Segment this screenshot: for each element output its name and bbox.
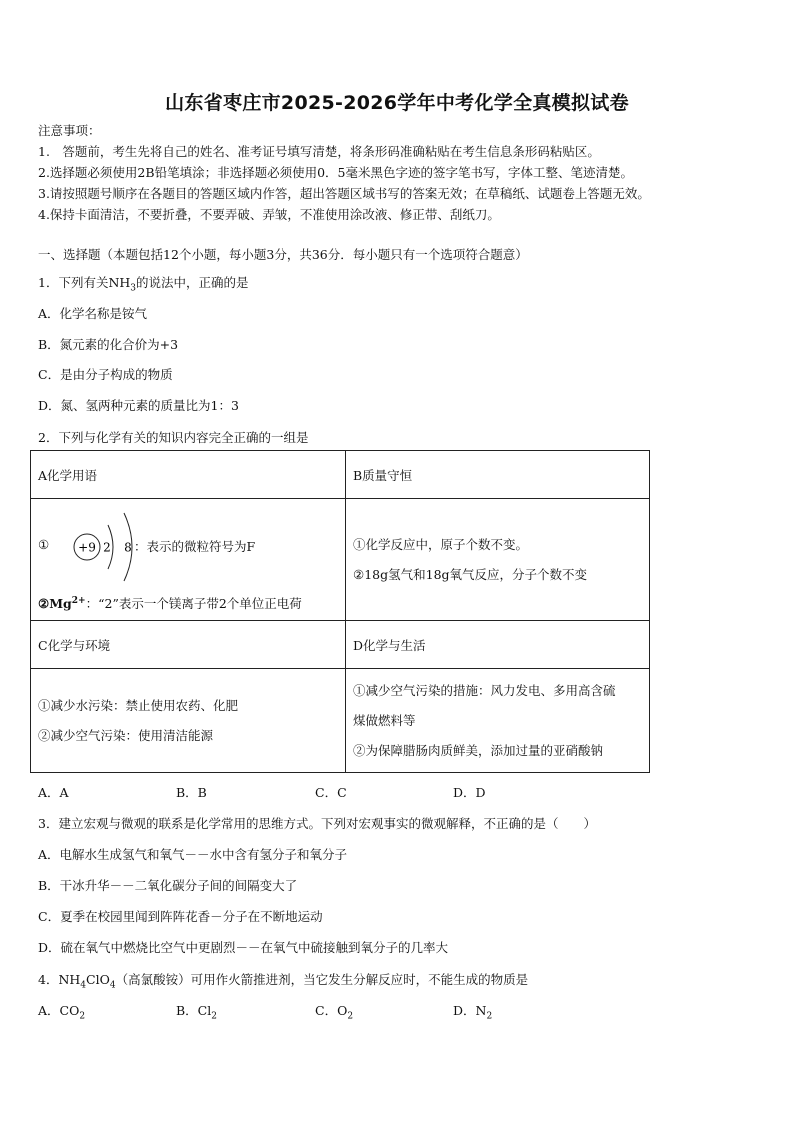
cell-d-line-3: ②为保障腊肠肉质鲜美，添加过量的亚硝酸钠	[353, 742, 604, 758]
atom-statement: ：表示的微粒符号为F	[134, 538, 256, 554]
question-1-option-c: C．是由分子构成的物质	[38, 367, 173, 382]
shell-2-electrons: 8	[124, 540, 132, 555]
cell-c-heading: C化学与环境	[31, 621, 346, 669]
exam-title: 山东省枣庄市2025-2026学年中考化学全真模拟试卷	[165, 92, 629, 114]
cell-a-content	[31, 499, 346, 621]
question-4-option-c: C．$O_2$	[315, 1003, 354, 1022]
note-item-2: 2.选择题必须使用2B铅笔填涂；非选择题必须使用0．5毫米黑色字迹的签字笔书写，字体工整、笔迹清楚。	[38, 165, 633, 180]
question-3-option-d: D．硫在氧气中燃烧比空气中更剧烈－－在氧气中硫接触到氧分子的几率大	[38, 940, 449, 955]
question-4-option-b: B．$Cl_2$	[176, 1003, 217, 1022]
question-2-stem: 2．下列与化学有关的知识内容完全正确的一组是	[38, 430, 309, 445]
cell-c-line-2: ②减少空气污染：使用清洁能源	[38, 727, 214, 743]
cell-b-heading: B质量守恒	[346, 451, 650, 499]
question-2-option-b: B．B	[176, 785, 207, 800]
note-item-4: 4.保持卡面清洁，不要折叠，不要弄破、弄皱，不准使用涂改液、修正带、刮纸刀。	[38, 207, 500, 222]
question-4-option-d: D．$N_2$	[453, 1003, 493, 1022]
item-marker: ①	[38, 536, 50, 552]
question-3-option-c: C．夏季在校园里闻到阵阵花香－分子在不断地运动	[38, 909, 323, 924]
cell-c-content	[31, 669, 346, 773]
cell-c-line-1: ①减少水污染：禁止使用农药、化肥	[38, 697, 239, 713]
cell-d-content	[346, 669, 650, 773]
note-item-3: 3.请按照题号顺序在各题目的答题区域内作答，超出答题区域书写的答案无效；在草稿纸、试题卷上答题无效。	[38, 186, 650, 201]
ion-statement: $②Mg^{2+}$：“2”表示一个镁离子带2个单位正电荷	[38, 595, 302, 612]
question-2-option-a: A．A	[38, 785, 69, 800]
atom-structure-line	[38, 503, 338, 589]
question-1-option-a: A．化学名称是铵气	[38, 306, 148, 321]
question-3-option-b: B．干冰升华－－二氧化碳分子间的间隔变大了	[38, 878, 298, 893]
knowledge-table	[30, 450, 650, 773]
note-item-1: 1. 答题前，考生先将自己的姓名、准考证号填写清楚，将条形码准确粘贴在考生信息条形码粘贴区。	[38, 144, 600, 159]
question-2-option-d: D．D	[453, 785, 486, 800]
cell-d-line-2: 煤做燃料等	[353, 712, 416, 728]
question-4-option-a: A．$CO_2$	[38, 1003, 86, 1022]
question-3-option-a: A．电解水生成氢气和氧气－－水中含有氢分子和氧分子	[38, 847, 348, 862]
atom-structure-diagram	[62, 505, 142, 589]
cell-a-heading: A化学用语	[31, 451, 346, 499]
question-3-stem: 3．建立宏观与微观的联系是化学常用的思维方式。下列对宏观事实的微观解释，不正确的是（ ）	[38, 816, 596, 831]
cell-b-line-1: ①化学反应中，原子个数不变。	[353, 536, 529, 552]
cell-b-content	[346, 499, 650, 621]
nucleus-charge: +9	[78, 540, 96, 555]
question-1-stem: 1．下列有关$NH_3$的说法中，正确的是	[38, 275, 249, 294]
question-1-option-d: D．氮、氢两种元素的质量比为1：3	[38, 398, 239, 413]
question-1-option-b: B．氮元素的化合价为+3	[38, 337, 179, 352]
question-4-stem: 4．$NH_4ClO_4$（高氯酸铵）可用作火箭推进剂，当它发生分解反应时，不能生成的物质是	[38, 972, 529, 991]
section-heading: 一、选择题（本题包括12个小题，每小题3分，共36分．每小题只有一个选项符合题意）	[38, 247, 528, 262]
question-2-option-c: C．C	[315, 785, 347, 800]
cell-b-line-2: ②18g氢气和18g氧气反应，分子个数不变	[353, 566, 588, 582]
shell-1-electrons: 2	[103, 540, 111, 555]
notes-heading: 注意事项：	[38, 123, 101, 138]
cell-d-heading: D化学与生活	[346, 621, 650, 669]
cell-d-line-1: ①减少空气污染的措施：风力发电、多用高含硫	[353, 682, 616, 698]
